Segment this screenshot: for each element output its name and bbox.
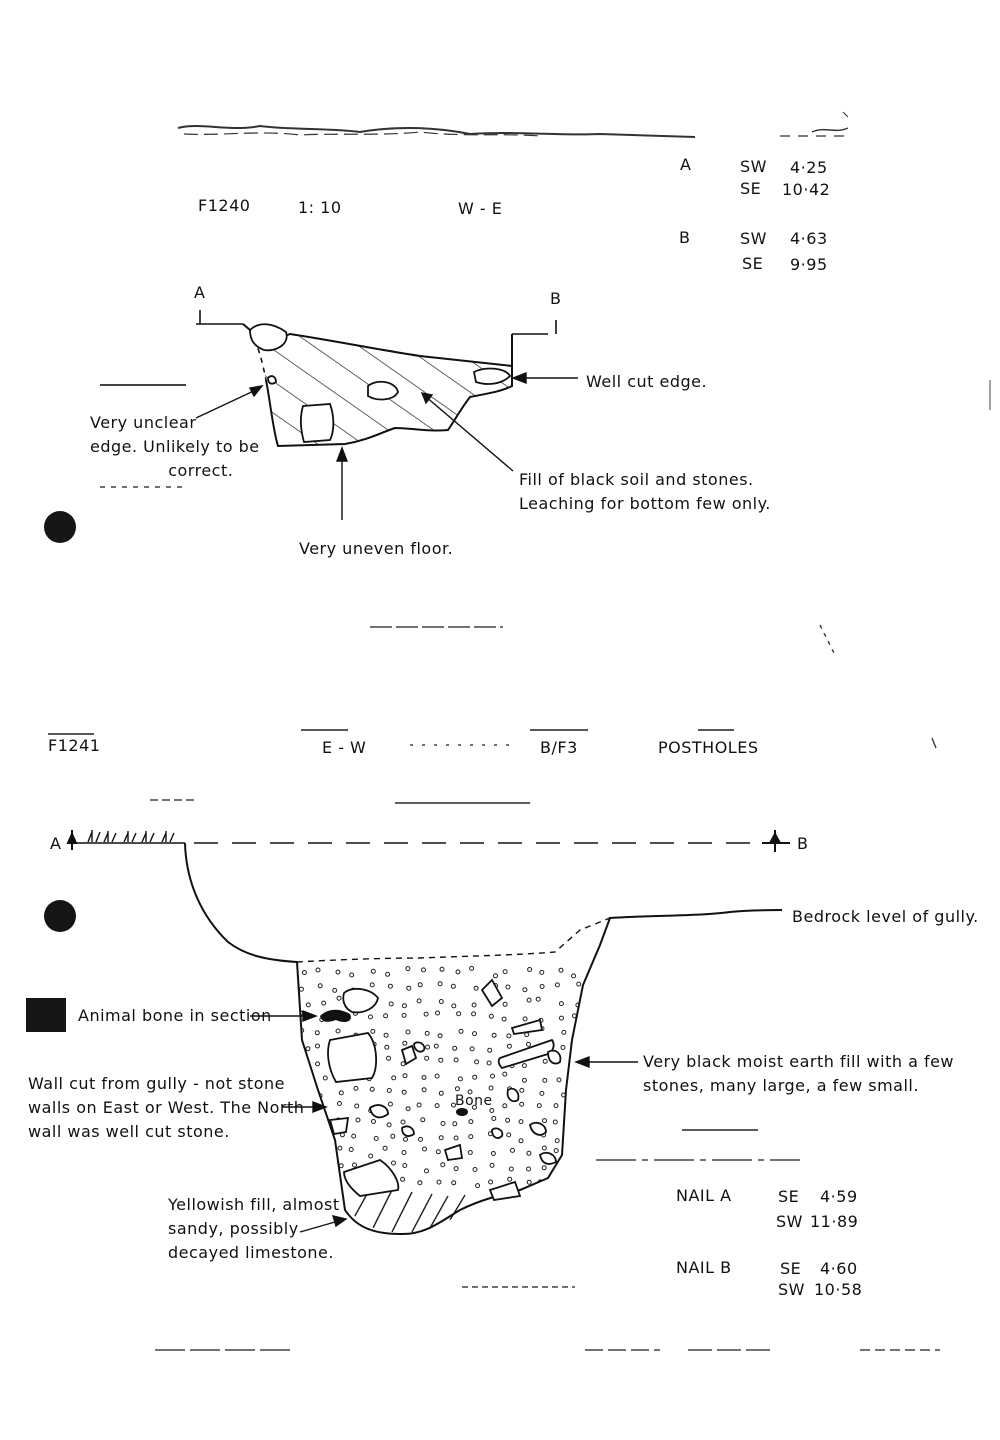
label-bone: Bone [455,1093,493,1109]
section-f1241 [26,730,790,1234]
datum-b-val-1: 4·63 [790,229,828,248]
datum-b-val-2: 9·95 [790,255,828,274]
datum-a-val-2: 10·42 [782,180,831,199]
note-uneven-floor: Very uneven floor. [299,539,454,558]
nail-a-dir-1: SE [778,1187,800,1206]
stone [492,1128,502,1138]
nail-b-dir-1: SE [780,1259,802,1278]
datum-a-val-1: 4·25 [790,158,828,177]
datum-b-label: B [679,228,691,247]
f1241-feature-id: F1241 [48,736,101,755]
datum-a-dir-1: SW [740,157,767,176]
note-wall-cut: Wall cut from gully - not stone walls on East or West. The North wall was well cut stone. [28,1074,305,1141]
stone [548,1051,560,1064]
label-overlines [48,730,734,734]
nail-b-val-1: 4·60 [820,1259,858,1278]
stone [328,1033,376,1082]
f1240-marker-a: A [194,283,206,302]
note-bedrock-level: Bedrock level of gully. [792,907,979,926]
stone [414,1042,424,1051]
note-well-cut-edge: Well cut edge. [586,372,708,391]
f1241-marker-a: A [50,834,62,853]
datum-a-dir-2: SE [740,179,762,198]
binder-hole [44,511,76,543]
f1241-reference: B/F3 [540,738,578,757]
stone [402,1126,414,1136]
turf-surface [72,830,185,843]
nail-b-label: NAIL B [676,1258,732,1277]
binder-holes [44,511,76,932]
nail-b-val-2: 10·58 [814,1280,863,1299]
f1240-scale: 1: 10 [298,198,342,217]
header-marks [178,112,848,137]
nail-a-dir-2: SW [776,1212,803,1231]
note-yellowish-fill: Yellowish fill, almost sandy, possibly decayed limestone. [168,1195,340,1262]
datum-posts [68,830,790,852]
stone [268,376,276,383]
f1240-marker-b: B [550,289,562,308]
stone [301,404,334,442]
datum-a-label: A [680,155,692,174]
f1240-orientation: W - E [458,199,503,218]
datum-b-dir-1: SW [740,229,767,248]
stone [368,382,398,400]
stone [508,1089,519,1102]
nail-a-label: NAIL A [676,1186,732,1205]
note-fill-black-soil: Fill of black soil and stones. Leaching for bottom few only. [519,470,771,513]
note-unclear-edge: Very unclear edge. Unlikely to be correct. [90,413,260,480]
f1241-orientation: E - W [322,738,367,757]
nail-a-val-2: 11·89 [810,1212,859,1231]
nail-b-dir-2: SW [778,1280,805,1299]
note-animal-bone: Animal bone in section [78,1006,272,1025]
note-black-moist-fill: Very black moist earth fill with a few stones, many large, a few small. [643,1052,955,1095]
nail-a-val-1: 4·59 [820,1187,858,1206]
f1241-type: POSTHOLES [658,738,759,757]
binder-hole [44,900,76,932]
stone [370,1105,388,1117]
datum-b-dir-2: SE [742,254,764,273]
f1241-marker-b: B [797,834,809,853]
stone [330,1118,348,1134]
animal-bone-key-swatch [26,998,66,1032]
f1240-feature-id: F1240 [198,196,251,215]
stone [250,324,287,350]
